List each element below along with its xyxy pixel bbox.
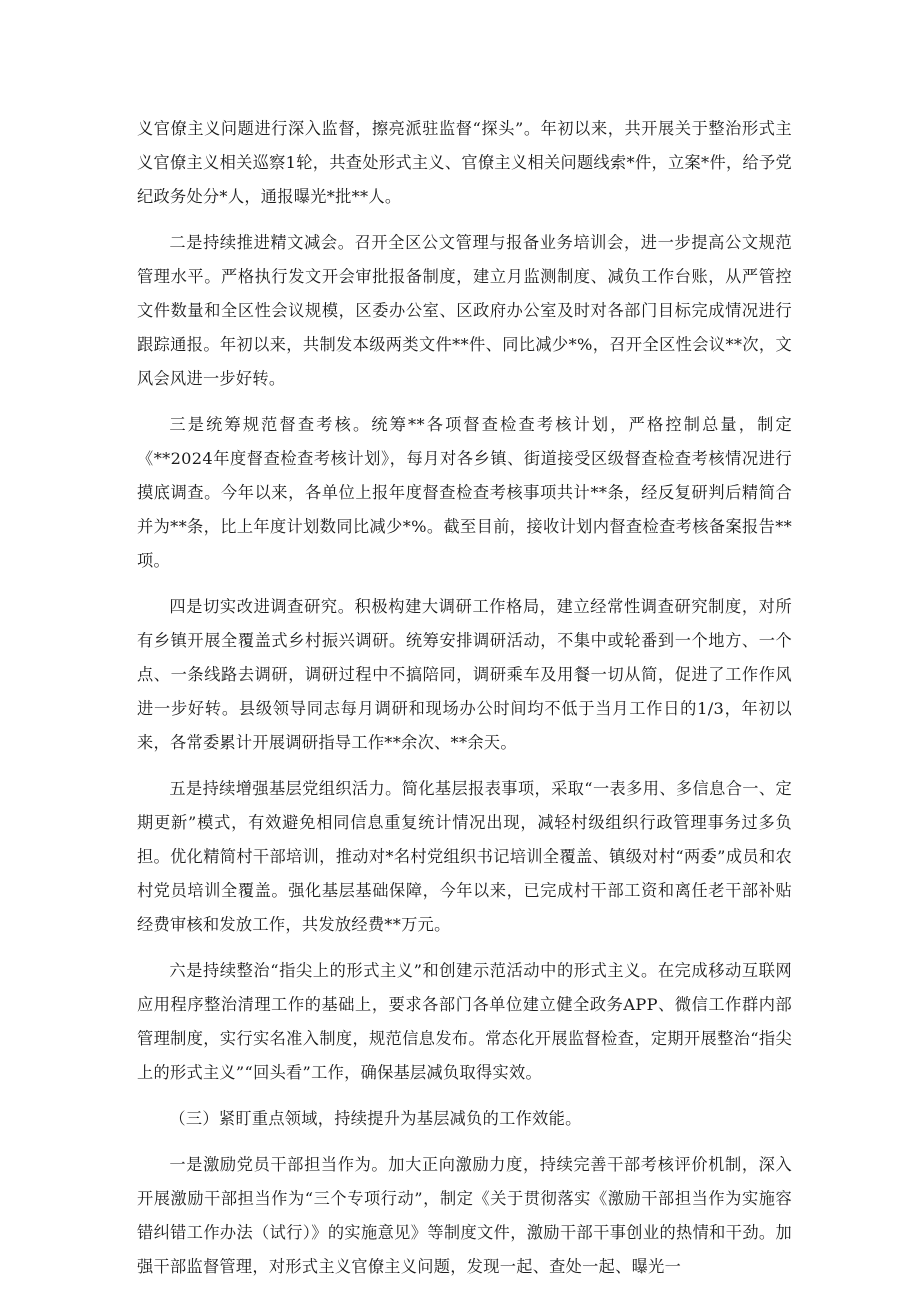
- paragraph-streamline-documents-meetings: 二是持续推进精文减会。召开全区公文管理与报备业务培训会，进一步提高公文规范管理水平。严格执行发文开会审批报备制度，建立月监测制度、减负工作台账，从严管控文件数量和全区性会议规模，区委办公室、区政府办公室及时对各部门目标完成情况进行跟踪通报。年初以来，共制发本级两类文件**件、同比减少*%，召开全区性会议**次，文风会风进一步好转。: [137, 233, 792, 388]
- paragraph-continuation: 义官僚主义问题进行深入监督，擦亮派驻监督“探头”。年初以来，共开展关于整治形式主义官僚主义相关巡察1轮，共查处形式主义、官僚主义相关问题线索*件，立案*件，给予党纪政务处分*人，通报曝光*批**人。: [137, 119, 792, 206]
- paragraph-investigation-research: 四是切实改进调查研究。积极构建大调研工作格局，建立经常性调查研究制度，对所有乡镇开展全覆盖式乡村振兴调研。统筹安排调研活动，不集中或轮番到一个地方、一个点、一条线路去调研，调研过程中不搞陪同，调研乘车及用餐一切从简，促进了工作作风进一步好转。县级领导同志每月调研和现场办公时间均不低于当月工作日的1/3，年初以来，各常委累计开展调研指导工作**余次、**余天。: [137, 597, 792, 752]
- paragraph-fingertip-formalism: 六是持续整治“指尖上的形式主义”和创建示范活动中的形式主义。在完成移动互联网应用程序整治清理工作的基础上，要求各部门各单位建立健全政务APP、微信工作群内部管理制度，实行实名准入制度，规范信息发布。常态化开展监督检查，定期开展整治“指尖上的形式主义”“回头看”工作，确保基层减负取得实效。: [137, 961, 792, 1082]
- paragraph-inspection-assessment: 三是统筹规范督查考核。统筹**各项督查检查考核计划，严格控制总量，制定《**2024年度督查检查考核计划》，每月对各乡镇、街道接受区级督查检查考核情况进行摸底调查。今年以来，各单位上报年度督查检查考核事项共计**条，经反复研判后精简合并为**条，比上年度计划数同比减少*%。截至目前，接收计划内督查检查考核备案报告**项。: [137, 415, 792, 570]
- paragraph-grassroots-party-vitality: 五是持续增强基层党组织活力。简化基层报表事项，采取“一表多用、多信息合一、定期更新”模式，有效避免相同信息重复统计情况出现，减轻村级组织行政管理事务过多负担。优化精简村干部培训，推动对*名村党组织书记培训全覆盖、镇级对村“两委”成员和农村党员培训全覆盖。强化基层基础保障，今年以来，已完成村干部工资和离任老干部补贴经费审核和发放工作，共发放经费**万元。: [137, 779, 792, 934]
- body-text-block: [137, 112, 792, 1284]
- paragraph-incentivize-cadres: 一是激励党员干部担当作为。加大正向激励力度，持续完善干部考核评价机制，深入开展激励干部担当作为“三个专项行动”，制定《关于贯彻落实《激励干部担当作为实施容错纠错工作办法（试行）》的实施意见》等制度文件，激励干部干事创业的热情和干劲。加强干部监督管理，对形式主义官僚主义问题，发现一起、查处一起、曝光一: [137, 1155, 792, 1276]
- section-heading-three: （三）紧盯重点领域，持续提升为基层减负的工作效能。: [169, 1109, 582, 1128]
